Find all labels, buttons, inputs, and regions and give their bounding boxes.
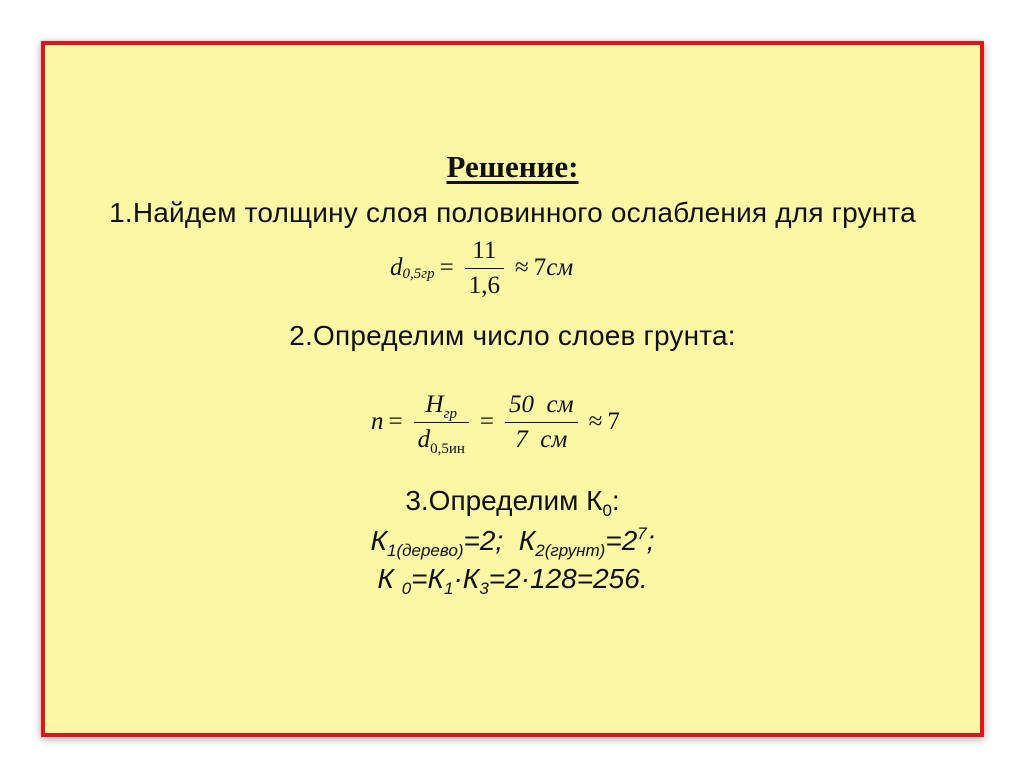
formula-1-equals: =	[439, 254, 454, 281]
formula-1-unit: см	[546, 254, 574, 281]
k1-value: =2;	[463, 525, 519, 556]
formula-1-approx: ≈	[514, 254, 529, 281]
k0-k1-subscript: 1	[444, 579, 454, 598]
k0-equals-k1: =К	[411, 563, 445, 594]
k1-symbol: К	[370, 525, 387, 556]
formula-1-result: 7	[533, 254, 547, 281]
k2-subscript: 2(грунт)	[535, 541, 606, 560]
formula-2-numerator-1	[422, 391, 461, 422]
step-3-subscript: 0	[602, 501, 612, 520]
formula-1-numerator: 11	[472, 236, 497, 264]
k2-symbol: К	[518, 525, 536, 556]
formula-2-denominator-1	[414, 423, 469, 457]
coefficients-line	[45, 524, 980, 560]
k0-k3-subscript: 3	[479, 579, 489, 598]
k0-result-line	[45, 563, 980, 598]
formula-1-lhs-subscript: 0,5гр	[402, 265, 435, 282]
formula-2-fraction-2	[505, 391, 578, 454]
formula-2-d-subscript: 0,5ин	[430, 440, 465, 457]
k0-result: =2·128=256.	[488, 563, 648, 594]
formula-2-h-symbol: H	[425, 390, 444, 418]
formula-1-denominator: 1,6	[468, 271, 500, 299]
k1-subscript: 1(дерево)	[386, 541, 464, 560]
formula-1-fraction	[465, 237, 504, 300]
formula-2-equals-2: =	[479, 408, 495, 435]
formula-2-equals: =	[388, 408, 403, 435]
formula-2-h-subscript: гр	[443, 405, 457, 422]
step-1-formula	[390, 229, 573, 307]
k2-end: ;	[646, 525, 655, 556]
k2-value: =2	[605, 525, 638, 556]
formula-2-d-symbol: d	[417, 425, 431, 453]
step-2-formula	[371, 372, 620, 472]
formula-2-fraction-1	[414, 390, 469, 457]
formula-2-approx: ≈	[588, 408, 603, 435]
step-3-colon: :	[611, 485, 620, 516]
step-3-label: 3.Определим К	[405, 485, 603, 516]
formula-2-lhs: n	[371, 408, 384, 435]
k2-superscript: 7	[637, 524, 647, 543]
step-1-text: 1.Найдем толщину слоя половинного ослабления для грунта	[109, 197, 916, 228]
formula-2-denominator-2: 7 см	[515, 425, 568, 453]
k0-symbol: К	[377, 563, 402, 594]
k0-times-k: ·К	[453, 563, 480, 594]
step-2-text: 2.Определим число слоев грунта:	[289, 320, 736, 351]
formula-2-result: 7	[607, 408, 620, 435]
solution-title: Решение:	[446, 149, 579, 184]
formula-1-lhs: d	[390, 254, 403, 281]
step-3-text	[45, 485, 980, 520]
formula-2-numerator-2: 50 см	[509, 390, 574, 418]
slide-panel	[41, 41, 984, 737]
k0-subscript: 0	[401, 579, 412, 598]
